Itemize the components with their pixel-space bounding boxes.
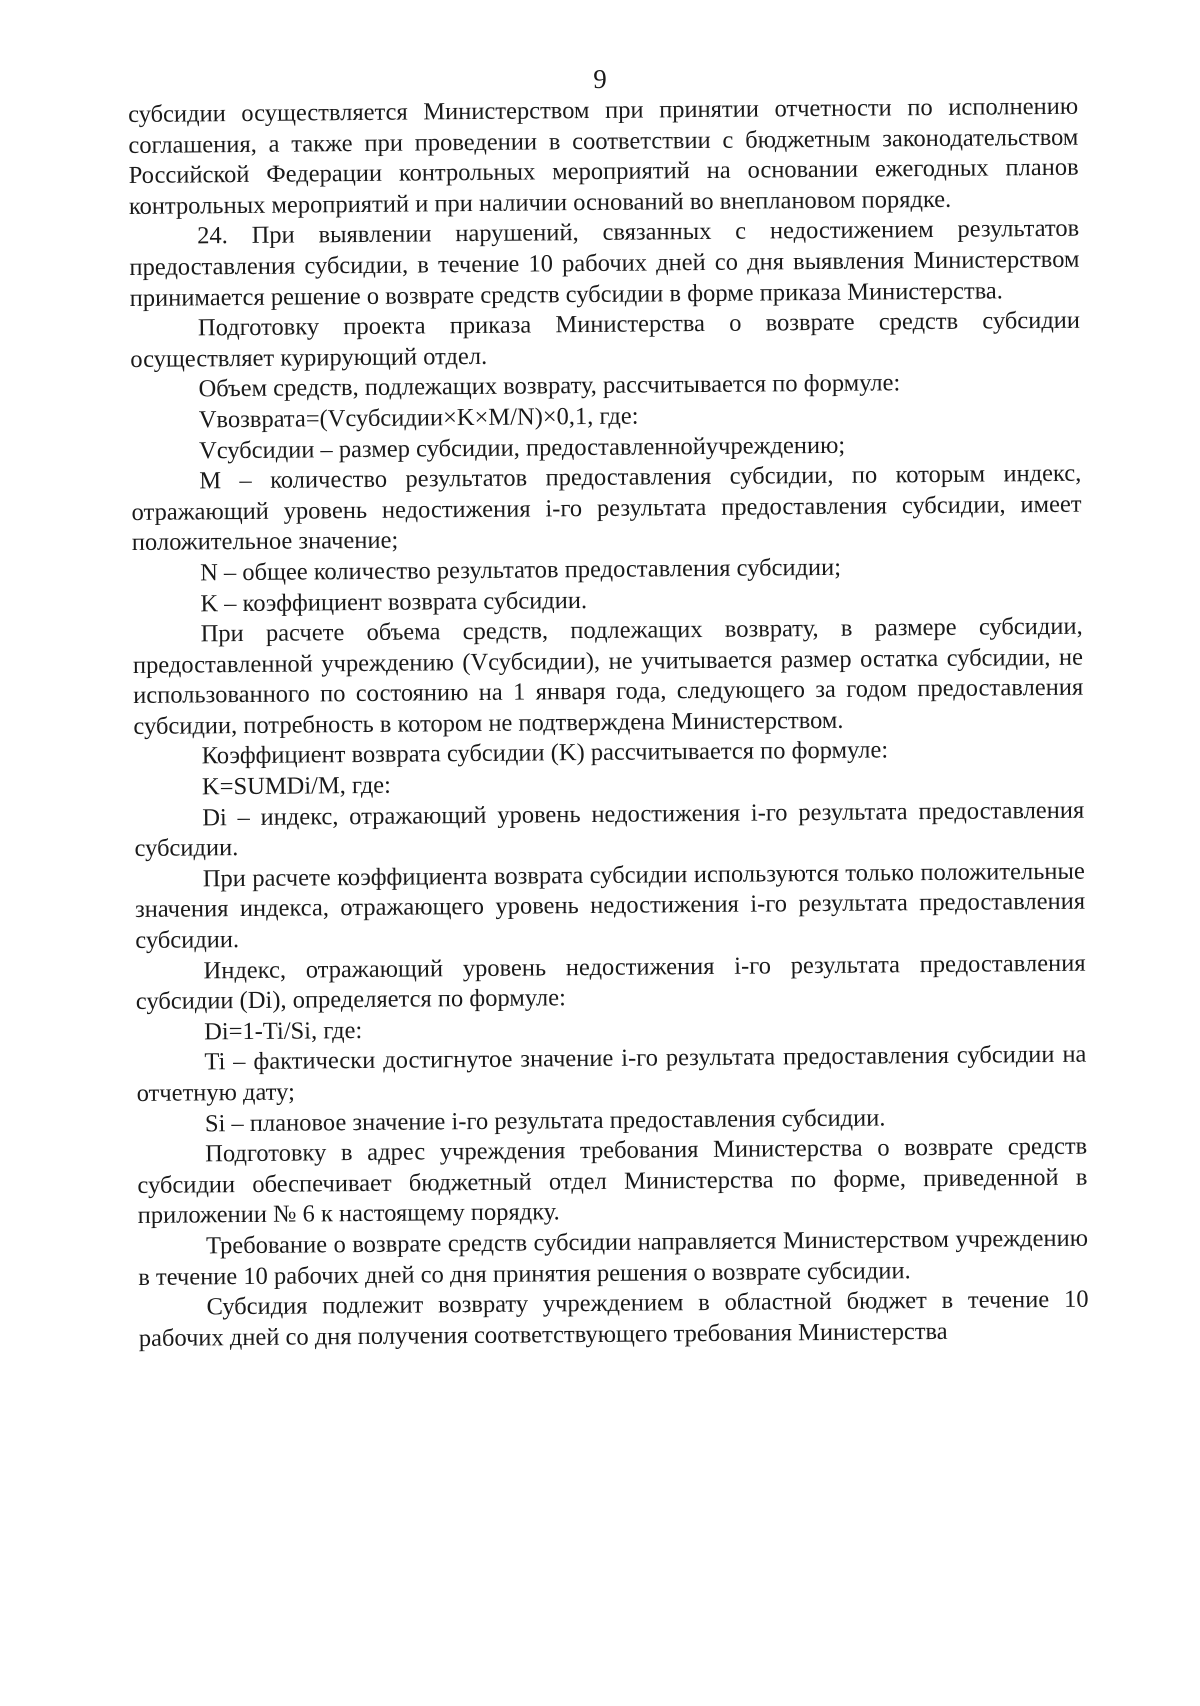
formula-definition: N – общее количество результатов предоставления субсидии; (200, 553, 842, 587)
formula-definition: K – коэффициент возврата субсидии. (200, 586, 588, 617)
paragraph: Подготовку проекта приказа Министерства о возврате средств субсидии осуществляет курирующий отдел. (130, 306, 1081, 373)
formula-definition: Vсубсидии – размер субсидии, предоставленнойучреждению; (198, 431, 846, 464)
document-body (128, 92, 1089, 1355)
paragraph: Подготовку в адрес учреждения требования Министерства о возврате средств субсидии обеспечивает бюджетный отдел Министерства по форме, приведенной в приложении № 6 к настоящему порядку. (137, 1132, 1088, 1230)
formula-index: Di=1-Ti/Si, где: (204, 1016, 363, 1046)
paragraph: Коэффициент возврата субсидии (K) рассчитывается по формуле: (201, 736, 889, 770)
formula-coefficient: K=SUMDi/M, где: (201, 771, 392, 801)
paragraph: При расчете объема средств, подлежащих возврату, в размере субсидии, предоставленной учреждению (Vсубсидии), не учитывается размер остатка субсидии, не использованного по состоянию на 1 января года, следующего за годом предоставления субсидии, потребность в котором не подтверждена Министерством. (132, 612, 1084, 740)
paragraph-continuation: субсидии осуществляется Министерством при принятии отчетности по исполнению соглашения, а также при проведении в соответствии с бюджетным законодательством Российской Федерации контрольных мероприятий на основании ежегодных планов контрольных мероприятий и при наличии оснований во внеплановом порядке. (128, 92, 1079, 220)
formula-return-volume: Vвозврата=(Vсубсидии×K×M/N)×0,1, где: (198, 402, 639, 434)
paragraph: Индекс, отражающий уровень недостижения i-го результата предоставления субсидии (Di), определяется по формуле: (135, 949, 1086, 1016)
formula-definition: Di – индекс, отражающий уровень недостижения i-го результата предоставления субсидии. (134, 796, 1085, 863)
paragraph-item-24: 24. При выявлении нарушений, связанных с недостижением результатов предоставления субсидии, в течение 10 рабочих дней со дня выявления Министерством принимается решение о возврате средств субсидии в форме приказа Министерства. (129, 215, 1080, 312)
formula-definition: Si – плановое значение i-го результата предоставления субсидии. (204, 1104, 886, 1137)
paragraph: При расчете коэффициента возврата субсидии используются только положительные значения индекса, отражающего уровень недостижения i-го результата предоставления субсидии. (134, 857, 1086, 954)
paragraph: Требование о возврате средств субсидии направляется Министерством учреждению в течение 10 рабочих дней со дня принятия решения о возврате субсидии. (138, 1224, 1089, 1291)
formula-definition: M – количество результатов предоставления субсидии, по которым индекс, отражающий уровень недостижения i-го результата предоставления субсидии, имеет положительное значение; (131, 459, 1082, 557)
paragraph: Объем средств, подлежащих возврату, рассчитывается по формуле: (198, 369, 901, 403)
paragraph: Субсидия подлежит возврату учреждением в областной бюджет в течение 10 рабочих дней со дня получения соответствующего требования Министерства (138, 1285, 1089, 1352)
formula-definition: Ti – фактически достигнутое значение i-го результата предоставления субсидии на отчетную дату; (136, 1041, 1087, 1107)
page-number: 9 (593, 64, 607, 94)
